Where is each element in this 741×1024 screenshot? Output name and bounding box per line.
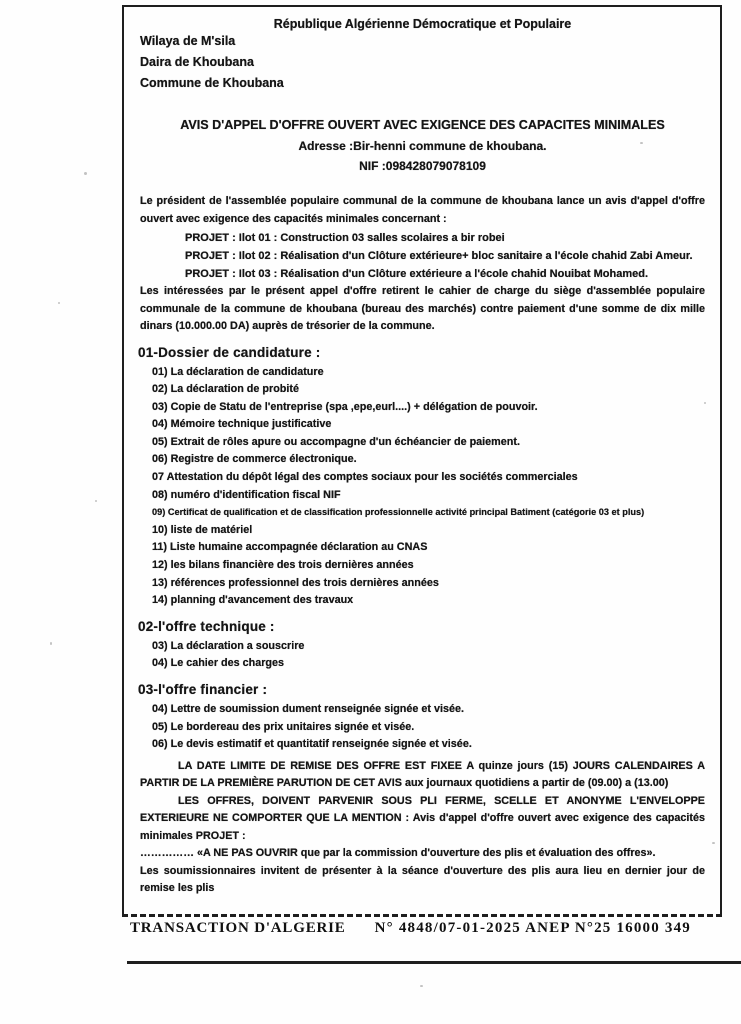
requirement-item: 05) Le bordereau des prix unitaires signée et visée. [152, 720, 415, 733]
requirement-item: 09) Certificat de qualification et de classification professionnelle activité principal Batiment (catégorie 03 et plus) [152, 507, 645, 518]
notice-address: Adresse :Bir-henni commune de khoubana. [298, 139, 547, 153]
issuing-authority-block [140, 31, 705, 94]
scan-speckle [50, 642, 52, 645]
requirement-item: 06) Le devis estimatif et quantitatif renseignée signée et visée. [152, 738, 472, 751]
opening-session-paragraph: Les soumissionnaires invitent de présenter à la séance d'ouverture des plis aura lieu en dernier jour de remise les plis [140, 864, 705, 895]
publication-footer [130, 920, 741, 937]
requirement-item: 03) La déclaration a souscrire [152, 639, 305, 652]
daira-line: Daira de Khoubana [140, 55, 254, 69]
section-heading: 02-l'offre technique : [138, 618, 275, 634]
requirement-item: 05) Extrait de rôles apure ou accompagne d'un échéancier de paiement. [152, 435, 520, 448]
project-line: PROJET : Ilot 01 : Construction 03 salles scolaires a bir robei [185, 232, 505, 244]
requirement-item: 04) Mémoire technique justificative [152, 418, 332, 431]
requirement-item: 06) Registre de commerce électronique. [152, 453, 357, 466]
bottom-rule [127, 961, 741, 964]
scan-speckle [58, 302, 60, 304]
requirement-item: 04) Lettre de soumission dument renseignée signée et visée. [152, 703, 465, 715]
requirement-item: 07 Attestation du dépôt légal des comptes sociaux pour les sociétés commerciales [152, 471, 578, 484]
wilaya-line: Wilaya de M'sila [140, 34, 236, 48]
section-offre-technique [140, 619, 705, 673]
document-frame [122, 5, 722, 917]
section-dossier-candidature [140, 345, 705, 610]
scan-speckle [84, 172, 87, 175]
project-list [185, 229, 705, 283]
envelope-paragraph: LES OFFRES, DOIVENT PARVENIR SOUS PLI FERME, SCELLE ET ANONYME L'ENVELOPPE EXTERIEURE NE COMPORTER QUE LA MENTION : Avis d'appel d'offre ouvert avec exigence des capacités minimales PROJET : [140, 794, 705, 842]
requirement-item: 14) planning d'avancement des travaux [152, 594, 354, 607]
requirement-item: 04) Le cahier des charges [152, 657, 285, 670]
scan-speckle [420, 985, 423, 987]
requirement-item: 08) numéro d'identification fiscal NIF [152, 488, 341, 501]
section-heading: 03-l'offre financier : [138, 682, 268, 697]
intro-paragraph: Le président de l'assemblée populaire communal de la commune de khoubana lance un avis d'appel d'offre ouvert avec exigence des capacités minimales concernant : [140, 195, 705, 225]
section-items [152, 701, 705, 754]
withdrawal-paragraph: Les intéressées par le présent appel d'offre retirent le cahier de charge du siège d'assemblée populaire communale de la commune de khoubana (bureau des marchés) contre paiement d'une somme de dix mille dinars (10.000.00 DA) auprès de trésorier de la commune. [140, 285, 705, 332]
section-items [152, 364, 705, 610]
mention-line: …………… «A NE PAS OUVRIR que par la commission d'ouverture des plis et évaluation des offres». [140, 847, 656, 860]
notice-title: AVIS D'APPEL D'OFFRE OUVERT AVEC EXIGENCE DES CAPACITES MINIMALES [180, 118, 665, 132]
section-items [152, 638, 705, 673]
closing-paragraphs [140, 758, 705, 898]
project-line: PROJET : Ilot 02 : Réalisation d'un Clôture extérieure+ bloc sanitaire a l'école chahid Zabi Ameur. [185, 250, 693, 262]
scan-speckle [704, 402, 706, 404]
notice-nif: NIF :098428079078109 [359, 159, 486, 173]
requirement-item: 10) liste de matériel [152, 523, 253, 536]
requirement-item: 01) La déclaration de candidature [152, 365, 324, 378]
requirement-item: 11) Liste humaine accompagnée déclaration au CNAS [152, 541, 428, 554]
deadline-paragraph: LA DATE LIMITE DE REMISE DES OFFRE EST FIXEE A quinze jours (15) JOURS CALENDAIRES A PARTIR DE LA PREMIÈRE PARUTION DE CET AVIS aux journaux quotidiens a partir de (09.00) a (13.00) [140, 759, 705, 790]
project-line: PROJET : Ilot 03 : Réalisation d'un Clôture extérieure a l'école chahid Nouibat Mohamed. [185, 268, 649, 280]
requirement-item: 02) La déclaration de probité [152, 383, 299, 396]
requirement-item: 12) les bilans financière des trois dernières années [152, 559, 414, 572]
requirement-item: 03) Copie de Statu de l'entreprise (spa ,epe,eurl....) + délégation de pouvoir. [152, 400, 538, 413]
newspaper-name: TRANSACTION D'ALGERIE [130, 920, 346, 936]
requirement-item: 13) références professionnel des trois dernières années [152, 576, 439, 589]
scan-speckle [95, 500, 97, 502]
section-heading: 01-Dossier de candidature : [138, 344, 321, 360]
notice-title-block [140, 118, 705, 173]
scan-speckle [712, 842, 715, 844]
scan-speckle [640, 142, 643, 144]
section-offre-financier [140, 682, 705, 754]
commune-line: Commune de Khoubana [140, 76, 284, 90]
republic-line: République Algérienne Démocratique et Populaire [273, 17, 572, 31]
anep-reference: N° 4848/07-01-2025 ANEP N°25 16000 349 [374, 920, 691, 936]
